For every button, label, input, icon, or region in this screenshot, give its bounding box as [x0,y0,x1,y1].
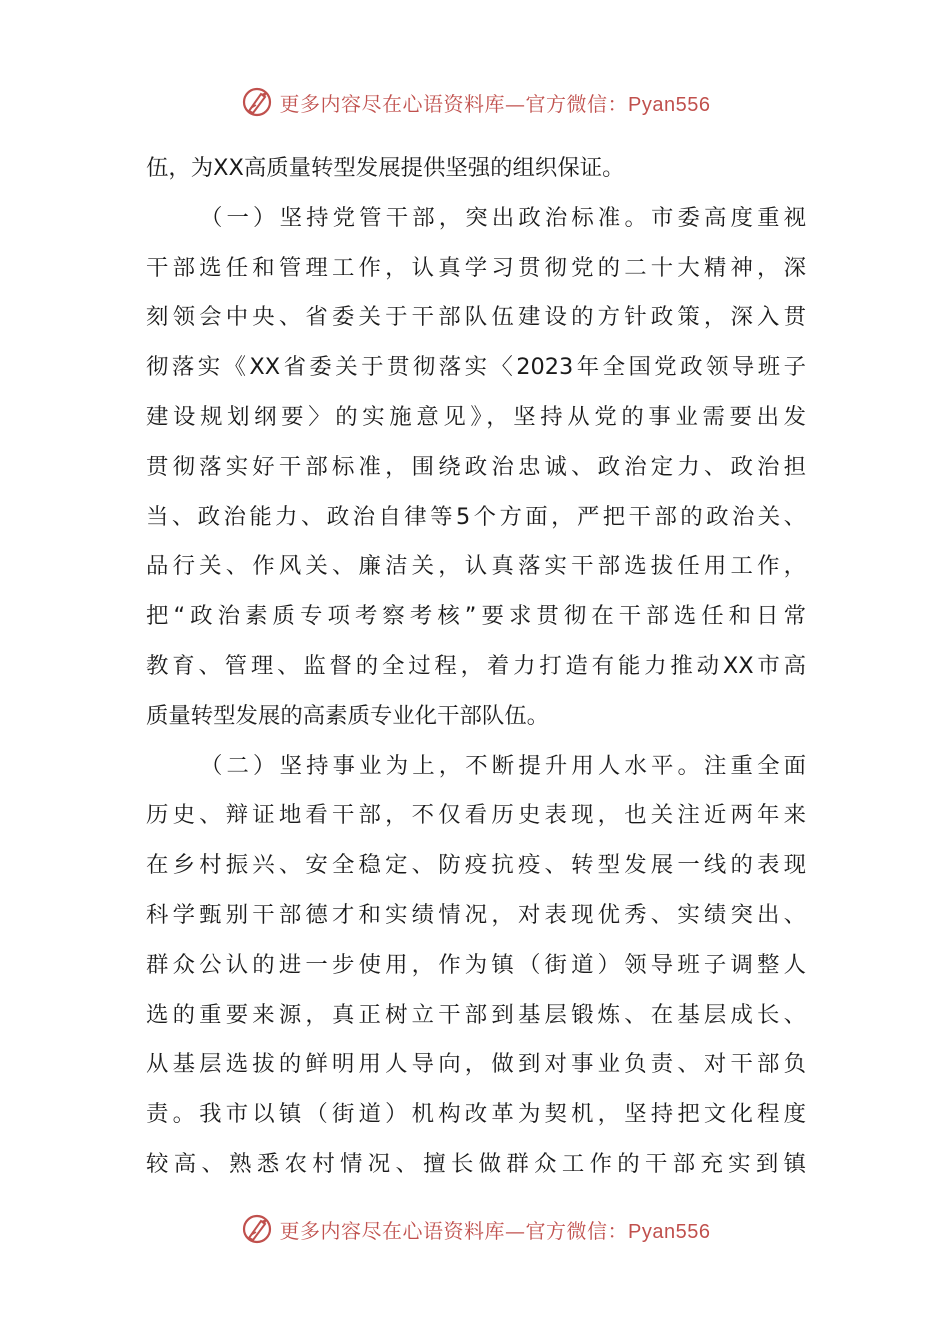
text-line: 选的重要来源，真正树立干部到基层锻炼、在基层成长、 [146,1001,806,1028]
document-body [146,144,806,1190]
text-line: 从基层选拔的鲜明用人导向，做到对事业负责、对干部负 [146,1051,806,1078]
pen-nib-circle-icon [240,85,274,119]
text-line: 品行关、作风关、廉洁关，认真落实干部选拔任用工作， [146,553,806,580]
text-line: 在乡村振兴、安全稳定、防疫抗疫、转型发展一线的表现 [146,852,806,879]
pen-nib-circle-icon [240,1212,274,1246]
text-line: 历史、辩证地看干部，不仅看历史表现，也关注近两年来 [146,802,806,829]
text-line: 责。我市以镇（街道）机构改革为契机，坚持把文化程度 [146,1101,806,1128]
text-line: 较高、熟悉农村情况、擅长做群众工作的干部充实到镇 [146,1150,806,1177]
text-line: 当、政治能力、政治自律等5个方面，严把干部的政治关、 [146,503,806,530]
watermark-text: 更多内容尽在心语资料库—官方微信：Pyan556 [279,1218,711,1243]
text-line: （二）坚持事业为上，不断提升用人水平。注重全面 [200,752,806,779]
text-line: 群众公认的进一步使用，作为镇（街道）领导班子调整人 [146,951,806,978]
text-line: 教育、管理、监督的全过程，着力打造有能力推动XX市高 [146,652,806,679]
text-line: 建设规划纲要〉的实施意见》，坚持从党的事业需要出发 [146,403,806,430]
text-line: 刻领会中央、省委关于干部队伍建设的方针政策，深入贯 [146,304,806,331]
text-line: 干部选任和管理工作，认真学习贯彻党的二十大精神，深 [146,254,806,281]
text-line: 伍，为XX高质量转型发展提供坚强的组织保证。 [146,155,625,181]
header-watermark [0,82,950,122]
text-line: 科学甄别干部德才和实绩情况，对表现优秀、实绩突出、 [146,901,806,928]
text-line: 把“政治素质专项考察考核”要求贯彻在干部选任和日常 [146,603,806,630]
footer-watermark [0,1209,950,1249]
text-line: 贯彻落实好干部标准，围绕政治忠诚、政治定力、政治担 [146,453,806,480]
text-line: 质量转型发展的高素质专业化干部队伍。 [146,702,550,729]
text-line: 彻落实《XX省委关于贯彻落实〈2023年全国党政领导班子 [146,354,806,381]
watermark-text: 更多内容尽在心语资料库—官方微信：Pyan556 [279,91,711,116]
text-line: （一）坚持党管干部，突出政治标准。市委高度重视 [200,204,806,231]
